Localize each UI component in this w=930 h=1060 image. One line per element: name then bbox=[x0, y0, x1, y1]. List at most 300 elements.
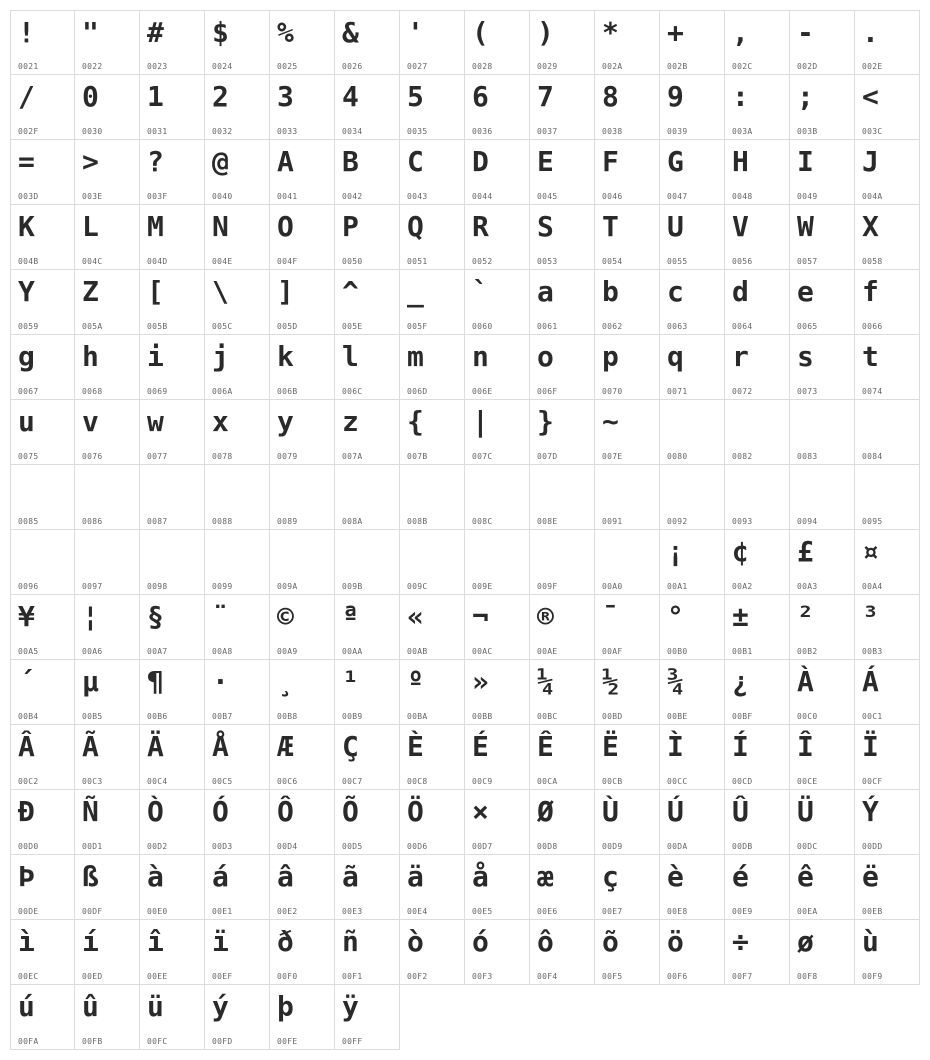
glyph-sample: ¿ bbox=[732, 665, 749, 698]
glyph-sample: ? bbox=[147, 145, 164, 178]
glyph-cell bbox=[465, 205, 530, 270]
glyph-cell bbox=[140, 75, 205, 140]
glyph-sample: Y bbox=[18, 275, 35, 308]
glyph-sample: t bbox=[862, 340, 879, 373]
glyph-cell bbox=[465, 75, 530, 140]
glyph-codepoint-label: 0055 bbox=[667, 257, 688, 266]
glyph-codepoint-label: 004A bbox=[862, 192, 883, 201]
glyph-sample: Z bbox=[82, 275, 99, 308]
glyph-cell bbox=[400, 400, 465, 465]
glyph-codepoint-label: 009E bbox=[472, 582, 493, 591]
glyph-codepoint-label: 0032 bbox=[212, 127, 233, 136]
glyph-sample: ï bbox=[212, 925, 229, 958]
glyph-cell bbox=[140, 920, 205, 985]
glyph-codepoint-label: 00B5 bbox=[82, 712, 103, 721]
glyph-cell bbox=[595, 75, 660, 140]
glyph-cell bbox=[270, 10, 335, 75]
glyph-sample: , bbox=[732, 16, 749, 49]
glyph-sample: ¤ bbox=[862, 535, 879, 568]
glyph-codepoint-label: 00C9 bbox=[472, 777, 493, 786]
glyph-codepoint-label: 00C2 bbox=[18, 777, 39, 786]
glyph-cell bbox=[140, 465, 205, 530]
glyph-codepoint-label: 0067 bbox=[18, 387, 39, 396]
glyph-sample: O bbox=[277, 210, 294, 243]
glyph-sample: µ bbox=[82, 665, 99, 698]
glyph-cell bbox=[400, 660, 465, 725]
glyph-sample: « bbox=[407, 600, 424, 633]
glyph-sample: á bbox=[212, 860, 229, 893]
glyph-sample: º bbox=[407, 665, 424, 698]
glyph-grid bbox=[10, 10, 920, 1050]
glyph-cell bbox=[790, 205, 855, 270]
glyph-cell bbox=[10, 400, 75, 465]
glyph-cell bbox=[400, 465, 465, 530]
glyph-cell bbox=[465, 920, 530, 985]
glyph-cell bbox=[400, 335, 465, 400]
glyph-cell bbox=[75, 10, 140, 75]
glyph-codepoint-label: 0091 bbox=[602, 517, 623, 526]
glyph-cell bbox=[335, 920, 400, 985]
glyph-codepoint-label: 0075 bbox=[18, 452, 39, 461]
glyph-sample: c bbox=[667, 275, 684, 308]
glyph-cell bbox=[725, 855, 790, 920]
glyph-sample: h bbox=[82, 340, 99, 373]
glyph-codepoint-label: 00FF bbox=[342, 1037, 363, 1046]
glyph-codepoint-label: 0058 bbox=[862, 257, 883, 266]
glyph-cell bbox=[400, 530, 465, 595]
glyph-codepoint-label: 004F bbox=[277, 257, 298, 266]
glyph-codepoint-label: 00F3 bbox=[472, 972, 493, 981]
glyph-cell bbox=[270, 140, 335, 205]
glyph-codepoint-label: 002C bbox=[732, 62, 753, 71]
glyph-cell bbox=[660, 855, 725, 920]
glyph-cell bbox=[270, 920, 335, 985]
glyph-cell bbox=[855, 595, 920, 660]
glyph-codepoint-label: 0042 bbox=[342, 192, 363, 201]
glyph-cell bbox=[400, 595, 465, 660]
glyph-sample: ü bbox=[147, 990, 164, 1023]
glyph-codepoint-label: 00A8 bbox=[212, 647, 233, 656]
glyph-cell bbox=[595, 530, 660, 595]
glyph-cell bbox=[205, 595, 270, 660]
glyph-codepoint-label: 00C5 bbox=[212, 777, 233, 786]
glyph-sample: È bbox=[407, 730, 424, 763]
glyph-codepoint-label: 00BB bbox=[472, 712, 493, 721]
glyph-codepoint-label: 00CB bbox=[602, 777, 623, 786]
glyph-cell bbox=[270, 465, 335, 530]
glyph-sample: C bbox=[407, 145, 424, 178]
glyph-codepoint-label: 006B bbox=[277, 387, 298, 396]
glyph-cell bbox=[75, 595, 140, 660]
glyph-cell bbox=[855, 335, 920, 400]
glyph-cell bbox=[530, 205, 595, 270]
glyph-sample: I bbox=[797, 145, 814, 178]
glyph-codepoint-label: 0069 bbox=[147, 387, 168, 396]
glyph-codepoint-label: 00FA bbox=[18, 1037, 39, 1046]
glyph-sample: S bbox=[537, 210, 554, 243]
glyph-codepoint-label: 00CA bbox=[537, 777, 558, 786]
glyph-cell bbox=[530, 335, 595, 400]
glyph-codepoint-label: 0021 bbox=[18, 62, 39, 71]
glyph-sample: 4 bbox=[342, 80, 359, 113]
glyph-cell bbox=[530, 530, 595, 595]
glyph-codepoint-label: 002F bbox=[18, 127, 39, 136]
glyph-cell bbox=[205, 790, 270, 855]
glyph-cell bbox=[10, 855, 75, 920]
glyph-codepoint-label: 0035 bbox=[407, 127, 428, 136]
glyph-sample: å bbox=[472, 860, 489, 893]
glyph-sample: Ò bbox=[147, 795, 164, 828]
glyph-codepoint-label: 0026 bbox=[342, 62, 363, 71]
glyph-codepoint-label: 0077 bbox=[147, 452, 168, 461]
glyph-cell bbox=[725, 75, 790, 140]
glyph-sample: ^ bbox=[342, 275, 359, 308]
glyph-codepoint-label: 00DA bbox=[667, 842, 688, 851]
glyph-codepoint-label: 00FE bbox=[277, 1037, 298, 1046]
glyph-codepoint-label: 006A bbox=[212, 387, 233, 396]
glyph-sample: ò bbox=[407, 925, 424, 958]
glyph-sample: Å bbox=[212, 730, 229, 763]
glyph-codepoint-label: 0029 bbox=[537, 62, 558, 71]
glyph-codepoint-label: 00C1 bbox=[862, 712, 883, 721]
glyph-cell bbox=[595, 595, 660, 660]
glyph-codepoint-label: 0088 bbox=[212, 517, 233, 526]
glyph-cell bbox=[790, 725, 855, 790]
glyph-cell bbox=[335, 595, 400, 660]
glyph-cell bbox=[725, 140, 790, 205]
glyph-codepoint-label: 0046 bbox=[602, 192, 623, 201]
glyph-sample: ½ bbox=[602, 665, 619, 698]
glyph-sample: 8 bbox=[602, 80, 619, 113]
glyph-sample: l bbox=[342, 340, 359, 373]
glyph-cell bbox=[660, 920, 725, 985]
glyph-codepoint-label: 00DD bbox=[862, 842, 883, 851]
glyph-codepoint-label: 0061 bbox=[537, 322, 558, 331]
glyph-sample: â bbox=[277, 860, 294, 893]
glyph-sample: & bbox=[342, 16, 359, 49]
glyph-codepoint-label: 0031 bbox=[147, 127, 168, 136]
glyph-sample: ó bbox=[472, 925, 489, 958]
glyph-sample: ß bbox=[82, 860, 99, 893]
glyph-cell bbox=[790, 335, 855, 400]
glyph-codepoint-label: 00CE bbox=[797, 777, 818, 786]
glyph-sample: ¹ bbox=[342, 665, 359, 698]
glyph-codepoint-label: 00CC bbox=[667, 777, 688, 786]
glyph-codepoint-label: 0072 bbox=[732, 387, 753, 396]
glyph-cell bbox=[75, 660, 140, 725]
glyph-sample: Ù bbox=[602, 795, 619, 828]
glyph-sample: Ì bbox=[667, 730, 684, 763]
glyph-codepoint-label: 009B bbox=[342, 582, 363, 591]
glyph-cell bbox=[595, 790, 660, 855]
glyph-codepoint-label: 00F9 bbox=[862, 972, 883, 981]
glyph-cell bbox=[530, 595, 595, 660]
glyph-sample: ö bbox=[667, 925, 684, 958]
glyph-codepoint-label: 00A4 bbox=[862, 582, 883, 591]
glyph-codepoint-label: 002E bbox=[862, 62, 883, 71]
glyph-codepoint-label: 0060 bbox=[472, 322, 493, 331]
glyph-sample: L bbox=[82, 210, 99, 243]
glyph-codepoint-label: 0047 bbox=[667, 192, 688, 201]
glyph-codepoint-label: 0092 bbox=[667, 517, 688, 526]
glyph-codepoint-label: 0068 bbox=[82, 387, 103, 396]
glyph-sample: 3 bbox=[277, 80, 294, 113]
glyph-sample: Ø bbox=[537, 795, 554, 828]
glyph-sample: @ bbox=[212, 145, 229, 178]
glyph-codepoint-label: 0095 bbox=[862, 517, 883, 526]
glyph-sample: © bbox=[277, 600, 294, 633]
glyph-sample: # bbox=[147, 16, 164, 49]
glyph-cell bbox=[855, 75, 920, 140]
glyph-cell bbox=[465, 790, 530, 855]
glyph-cell bbox=[725, 530, 790, 595]
glyph-sample: ( bbox=[472, 16, 489, 49]
glyph-cell bbox=[140, 530, 205, 595]
glyph-sample: î bbox=[147, 925, 164, 958]
glyph-cell bbox=[465, 660, 530, 725]
glyph-codepoint-label: 00A0 bbox=[602, 582, 623, 591]
glyph-codepoint-label: 005C bbox=[212, 322, 233, 331]
glyph-cell bbox=[465, 465, 530, 530]
glyph-sample: D bbox=[472, 145, 489, 178]
glyph-sample: H bbox=[732, 145, 749, 178]
glyph-cell bbox=[660, 400, 725, 465]
glyph-codepoint-label: 0049 bbox=[797, 192, 818, 201]
glyph-sample: · bbox=[212, 665, 229, 698]
glyph-codepoint-label: 00B7 bbox=[212, 712, 233, 721]
glyph-codepoint-label: 00F1 bbox=[342, 972, 363, 981]
glyph-codepoint-label: 003B bbox=[797, 127, 818, 136]
glyph-cell bbox=[660, 595, 725, 660]
glyph-codepoint-label: 00E3 bbox=[342, 907, 363, 916]
glyph-codepoint-label: 00B3 bbox=[862, 647, 883, 656]
glyph-sample: ¶ bbox=[147, 665, 164, 698]
glyph-codepoint-label: 00FD bbox=[212, 1037, 233, 1046]
glyph-sample: V bbox=[732, 210, 749, 243]
glyph-sample: U bbox=[667, 210, 684, 243]
glyph-cell bbox=[660, 270, 725, 335]
glyph-sample: 5 bbox=[407, 80, 424, 113]
glyph-codepoint-label: 0089 bbox=[277, 517, 298, 526]
glyph-codepoint-label: 00A7 bbox=[147, 647, 168, 656]
glyph-sample: Ë bbox=[602, 730, 619, 763]
glyph-codepoint-label: 00CD bbox=[732, 777, 753, 786]
glyph-codepoint-label: 002A bbox=[602, 62, 623, 71]
glyph-cell bbox=[465, 725, 530, 790]
glyph-sample: y bbox=[277, 405, 294, 438]
glyph-codepoint-label: 0099 bbox=[212, 582, 233, 591]
glyph-sample: ÷ bbox=[732, 925, 749, 958]
glyph-cell bbox=[595, 335, 660, 400]
glyph-cell bbox=[140, 595, 205, 660]
glyph-codepoint-label: 00D1 bbox=[82, 842, 103, 851]
glyph-codepoint-label: 003C bbox=[862, 127, 883, 136]
glyph-cell bbox=[10, 595, 75, 660]
glyph-codepoint-label: 008E bbox=[537, 517, 558, 526]
glyph-sample: Æ bbox=[277, 730, 294, 763]
glyph-cell bbox=[205, 75, 270, 140]
glyph-sample: Ú bbox=[667, 795, 684, 828]
glyph-cell bbox=[270, 270, 335, 335]
glyph-cell bbox=[205, 400, 270, 465]
glyph-sample: é bbox=[732, 860, 749, 893]
glyph-sample: _ bbox=[407, 275, 424, 308]
glyph-codepoint-label: 0045 bbox=[537, 192, 558, 201]
glyph-codepoint-label: 00BE bbox=[667, 712, 688, 721]
glyph-codepoint-label: 00F5 bbox=[602, 972, 623, 981]
glyph-cell bbox=[205, 530, 270, 595]
glyph-cell bbox=[400, 855, 465, 920]
glyph-sample: : bbox=[732, 80, 749, 113]
glyph-cell bbox=[205, 985, 270, 1050]
glyph-sample: A bbox=[277, 145, 294, 178]
glyph-codepoint-label: 00B4 bbox=[18, 712, 39, 721]
glyph-codepoint-label: 00D5 bbox=[342, 842, 363, 851]
glyph-sample: À bbox=[797, 665, 814, 698]
glyph-codepoint-label: 0076 bbox=[82, 452, 103, 461]
glyph-cell bbox=[205, 920, 270, 985]
glyph-codepoint-label: 0073 bbox=[797, 387, 818, 396]
glyph-cell bbox=[855, 920, 920, 985]
glyph-cell bbox=[855, 855, 920, 920]
glyph-cell bbox=[140, 725, 205, 790]
glyph-codepoint-label: 00C8 bbox=[407, 777, 428, 786]
glyph-codepoint-label: 0036 bbox=[472, 127, 493, 136]
glyph-cell bbox=[140, 10, 205, 75]
glyph-sample: í bbox=[82, 925, 99, 958]
glyph-sample: × bbox=[472, 795, 489, 828]
glyph-codepoint-label: 008C bbox=[472, 517, 493, 526]
glyph-codepoint-label: 006E bbox=[472, 387, 493, 396]
glyph-sample: < bbox=[862, 80, 879, 113]
glyph-codepoint-label: 0079 bbox=[277, 452, 298, 461]
glyph-sample: Â bbox=[18, 730, 35, 763]
glyph-sample: Ã bbox=[82, 730, 99, 763]
glyph-sample: + bbox=[667, 16, 684, 49]
glyph-cell bbox=[205, 270, 270, 335]
glyph-sample: ) bbox=[537, 16, 554, 49]
glyph-codepoint-label: 00DC bbox=[797, 842, 818, 851]
glyph-sample: f bbox=[862, 275, 879, 308]
glyph-cell bbox=[10, 725, 75, 790]
glyph-sample: ª bbox=[342, 600, 359, 633]
glyph-codepoint-label: 005D bbox=[277, 322, 298, 331]
glyph-cell bbox=[400, 75, 465, 140]
glyph-cell bbox=[10, 270, 75, 335]
glyph-codepoint-label: 00BA bbox=[407, 712, 428, 721]
glyph-cell bbox=[530, 140, 595, 205]
glyph-codepoint-label: 007C bbox=[472, 452, 493, 461]
glyph-cell bbox=[400, 10, 465, 75]
glyph-codepoint-label: 00AE bbox=[537, 647, 558, 656]
glyph-sample: x bbox=[212, 405, 229, 438]
glyph-sample: Î bbox=[797, 730, 814, 763]
glyph-cell bbox=[725, 790, 790, 855]
glyph-cell bbox=[400, 790, 465, 855]
glyph-cell bbox=[465, 270, 530, 335]
glyph-codepoint-label: 003E bbox=[82, 192, 103, 201]
glyph-codepoint-label: 0050 bbox=[342, 257, 363, 266]
glyph-codepoint-label: 00E9 bbox=[732, 907, 753, 916]
glyph-cell bbox=[660, 205, 725, 270]
glyph-cell bbox=[530, 10, 595, 75]
glyph-sample: Þ bbox=[18, 860, 35, 893]
glyph-cell bbox=[335, 75, 400, 140]
glyph-cell bbox=[75, 530, 140, 595]
glyph-cell bbox=[10, 530, 75, 595]
glyph-sample: Ð bbox=[18, 795, 35, 828]
glyph-sample: i bbox=[147, 340, 164, 373]
glyph-cell bbox=[140, 985, 205, 1050]
glyph-codepoint-label: 009C bbox=[407, 582, 428, 591]
glyph-codepoint-label: 0078 bbox=[212, 452, 233, 461]
glyph-cell bbox=[270, 75, 335, 140]
glyph-codepoint-label: 0093 bbox=[732, 517, 753, 526]
glyph-cell bbox=[140, 335, 205, 400]
glyph-cell bbox=[75, 270, 140, 335]
glyph-sample: ~ bbox=[602, 405, 619, 438]
glyph-codepoint-label: 00E0 bbox=[147, 907, 168, 916]
glyph-cell bbox=[530, 400, 595, 465]
glyph-cell bbox=[10, 920, 75, 985]
glyph-codepoint-label: 00EC bbox=[18, 972, 39, 981]
glyph-codepoint-label: 0023 bbox=[147, 62, 168, 71]
glyph-codepoint-label: 004C bbox=[82, 257, 103, 266]
glyph-sample: E bbox=[537, 145, 554, 178]
glyph-cell bbox=[335, 10, 400, 75]
glyph-sample: k bbox=[277, 340, 294, 373]
glyph-cell bbox=[530, 920, 595, 985]
glyph-cell bbox=[790, 660, 855, 725]
glyph-codepoint-label: 006C bbox=[342, 387, 363, 396]
glyph-cell bbox=[855, 10, 920, 75]
glyph-cell bbox=[270, 595, 335, 660]
glyph-cell bbox=[335, 725, 400, 790]
glyph-sample: ° bbox=[667, 600, 684, 633]
glyph-cell bbox=[530, 855, 595, 920]
glyph-codepoint-label: 008B bbox=[407, 517, 428, 526]
glyph-sample: 9 bbox=[667, 80, 684, 113]
glyph-codepoint-label: 00A3 bbox=[797, 582, 818, 591]
glyph-sample: o bbox=[537, 340, 554, 373]
glyph-codepoint-label: 0057 bbox=[797, 257, 818, 266]
glyph-cell bbox=[75, 855, 140, 920]
glyph-sample: a bbox=[537, 275, 554, 308]
glyph-sample: » bbox=[472, 665, 489, 698]
glyph-sample: ; bbox=[797, 80, 814, 113]
glyph-cell bbox=[725, 725, 790, 790]
glyph-cell bbox=[400, 725, 465, 790]
glyph-cell bbox=[530, 75, 595, 140]
glyph-codepoint-label: 0066 bbox=[862, 322, 883, 331]
glyph-sample: - bbox=[797, 16, 814, 49]
glyph-sample: Ï bbox=[862, 730, 879, 763]
glyph-codepoint-label: 0028 bbox=[472, 62, 493, 71]
glyph-sample: ç bbox=[602, 860, 619, 893]
glyph-sample: ø bbox=[797, 925, 814, 958]
glyph-cell bbox=[660, 335, 725, 400]
glyph-cell bbox=[205, 10, 270, 75]
glyph-cell bbox=[205, 855, 270, 920]
glyph-codepoint-label: 008A bbox=[342, 517, 363, 526]
glyph-cell bbox=[790, 75, 855, 140]
glyph-cell bbox=[660, 465, 725, 530]
glyph-sample: ! bbox=[18, 16, 35, 49]
glyph-cell bbox=[465, 335, 530, 400]
glyph-cell bbox=[400, 920, 465, 985]
glyph-codepoint-label: 00D2 bbox=[147, 842, 168, 851]
glyph-sample: ð bbox=[277, 925, 294, 958]
